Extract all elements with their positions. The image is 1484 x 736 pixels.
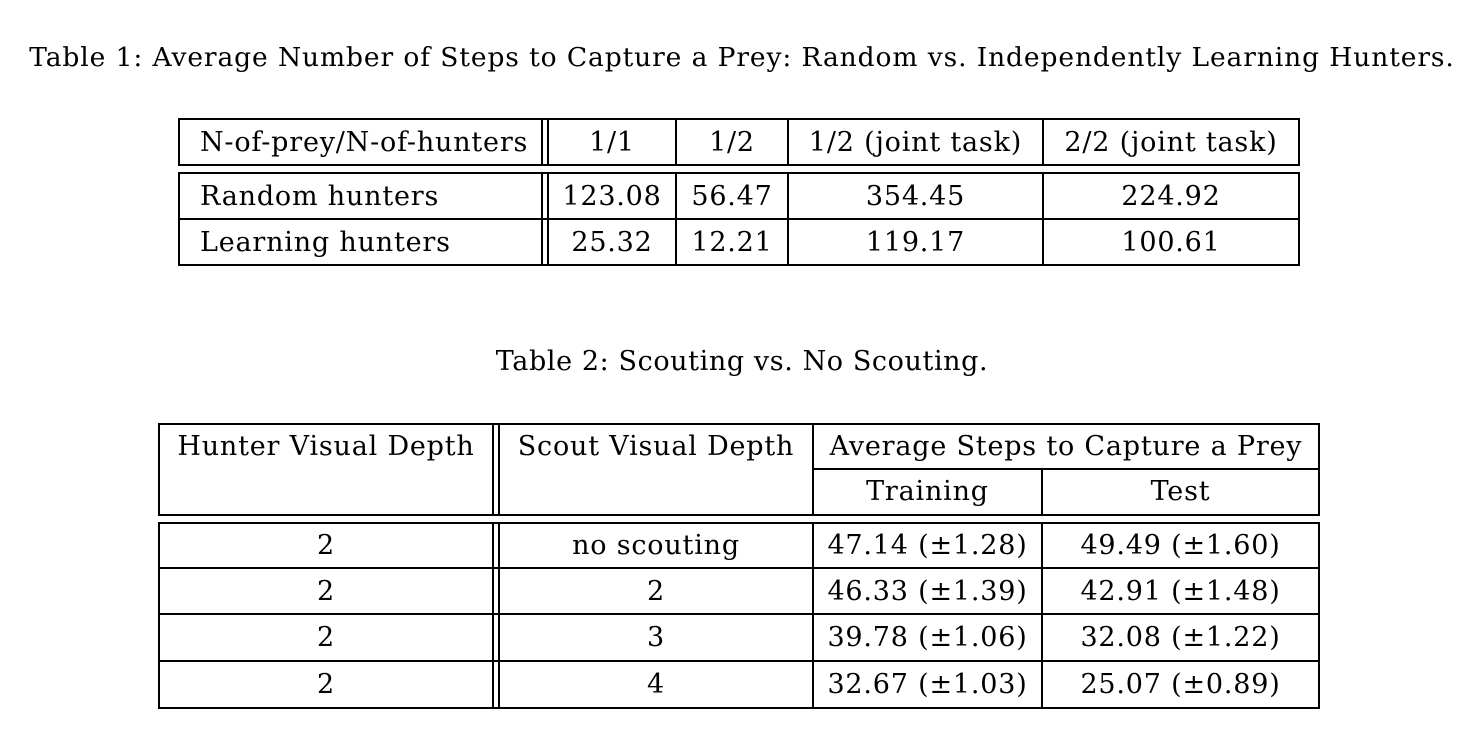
t1-cell: 100.61 xyxy=(1121,226,1221,258)
t2-cell: 2 xyxy=(317,530,335,561)
t2-vrule-body-1 xyxy=(492,522,494,709)
t1-cell: 25.32 xyxy=(571,226,653,258)
t2-vrule-head-4 xyxy=(1318,423,1320,516)
t2-cell: 42.91 (±1.48) xyxy=(1080,575,1281,607)
t2-hrule-body-4 xyxy=(158,707,1320,709)
t2-header-scout: Scout Visual Depth xyxy=(517,430,795,462)
t2-hrule-head-bottom xyxy=(158,514,1320,516)
t1-header-2: 1/2 xyxy=(709,126,755,158)
t2-header-test: Test xyxy=(1150,475,1211,507)
t1-header-3: 1/2 (joint task) xyxy=(808,126,1023,158)
t1-cell: 119.17 xyxy=(865,226,966,258)
t1-header-4: 2/2 (joint task) xyxy=(1064,126,1278,158)
t1-cell: 123.08 xyxy=(562,180,662,212)
t1-vrule-body-1 xyxy=(541,172,543,266)
t2-header-hunter: Hunter Visual Depth xyxy=(177,430,475,462)
t1-cell: 354.45 xyxy=(865,180,966,212)
t2-vrule-head-1 xyxy=(492,423,494,516)
t2-vrule-body-5 xyxy=(1318,522,1320,709)
t2-cell: 2 xyxy=(317,669,335,700)
t1-row-label: Random hunters xyxy=(200,180,440,212)
t1-cell: 224.92 xyxy=(1121,180,1221,212)
t1-cell: 56.47 xyxy=(691,180,773,212)
t2-cell: no scouting xyxy=(572,530,740,561)
t2-cell: 2 xyxy=(647,575,665,607)
t2-cell: 39.78 (±1.06) xyxy=(827,622,1028,653)
t1-row-label: Learning hunters xyxy=(200,226,451,258)
t2-cell: 25.07 (±0.89) xyxy=(1080,669,1281,700)
t2-cell: 32.08 (±1.22) xyxy=(1080,622,1281,653)
t2-cell: 2 xyxy=(317,622,335,653)
t2-cell: 46.33 (±1.39) xyxy=(827,575,1028,607)
t2-header-training: Training xyxy=(866,475,989,507)
table2-caption: Table 2: Scouting vs. No Scouting. xyxy=(495,346,989,377)
t1-vrule-body-6 xyxy=(1298,172,1300,266)
t1-vrule-head-1 xyxy=(541,118,543,166)
table1-caption: Table 1: Average Number of Steps to Capture a Prey: Random vs. Independently Learning Hunters. xyxy=(29,42,1455,73)
t1-cell: 12.21 xyxy=(691,226,773,258)
t1-hrule-4 xyxy=(178,264,1300,266)
t2-cell: 4 xyxy=(647,669,665,700)
t2-cell: 3 xyxy=(647,622,665,653)
t1-vrule-head-6 xyxy=(1298,118,1300,166)
t2-cell: 49.49 (±1.60) xyxy=(1080,530,1281,561)
t1-header-0: N-of-prey/N-of-hunters xyxy=(200,126,529,158)
t2-cell: 47.14 (±1.28) xyxy=(827,530,1028,561)
t2-cell: 2 xyxy=(317,575,335,607)
t2-header-group: Average Steps to Capture a Prey xyxy=(829,430,1303,462)
t2-cell: 32.67 (±1.03) xyxy=(827,669,1028,700)
t1-header-1: 1/1 xyxy=(589,126,635,158)
t1-hrule-1 xyxy=(178,164,1300,166)
